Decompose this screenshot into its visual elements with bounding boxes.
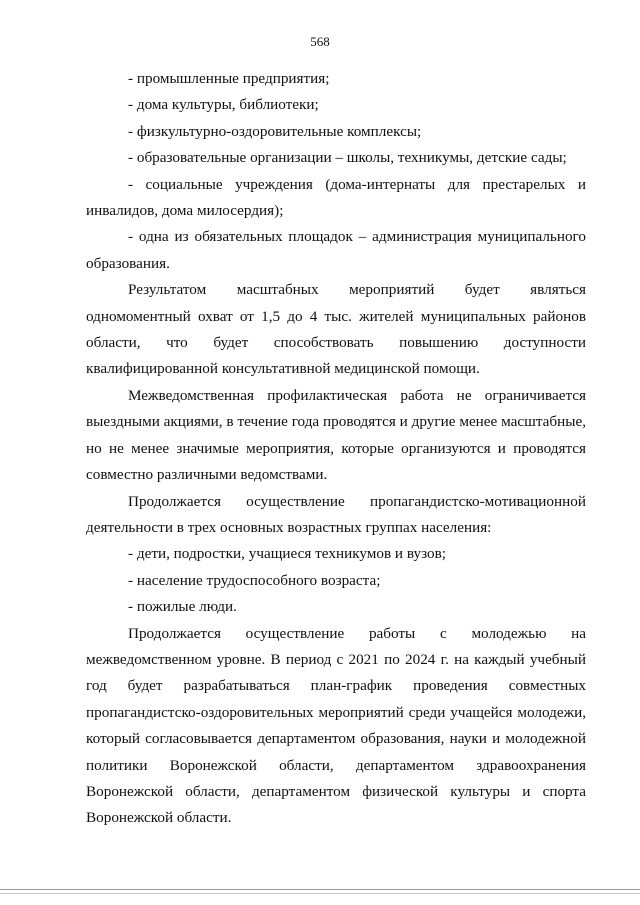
list-item-culture-houses-libraries: - дома культуры, библиотеки; [128,96,319,114]
scan-bottom-edge-line [0,889,640,890]
list-item-children-students: - дети, подростки, учащиеся техникумов и вузов; [128,545,446,563]
list-item-social-institutions: - социальные учреждения (дома-интернаты для престарелых и инвалидов, дома милосердия); [86,175,586,220]
list-item-elderly: - пожилые люди. [128,598,237,616]
page-body [86,66,586,832]
paragraph-propaganda-activity: Продолжается осуществление пропагандистско-мотивационной деятельности в трех основных возрастных группах населения: [86,492,586,536]
list-item-educational-organizations: - образовательные организации – школы, техникумы, детские сады; [128,149,567,167]
paragraph-interagency-work: Межведомственная профилактическая работа не ограничивается выездными акциями, в течение года проводятся и другие менее масштабные, но не менее значимые мероприятия, которые организуются и проводятся совместно различными ведомствами. [86,386,586,484]
list-item-working-age: - население трудоспособного возраста; [128,571,381,589]
scan-bottom-edge-line-secondary [0,893,640,894]
list-item-sports-complexes: - физкультурно-оздоровительные комплексы; [128,122,422,140]
page-number: 568 [310,34,330,49]
paragraph-youth-work: Продолжается осуществление работы с молодежью на межведомственном уровне. В период с 2021 по 2024 г. на каждый учебный год будет разрабатываться план-график проведения совместных пропагандистско-оздоровительных мероприятий среди учащейся молодежи, который согласовывается департаментом образования, науки и молодежной политики Воронежской области, департаментом здравоохранения Воронежской области, департаментом физической культуры и спорта Воронежской области. [86,624,586,827]
list-item-municipal-administration: - одна из обязательных площадок – администрация муниципального образования. [86,228,586,272]
paragraph-results: Результатом масштабных мероприятий будет являться одномоментный охват от 1,5 до 4 тыс. жителей муниципальных районов области, что будет способствовать повышению доступности квалифицированной консультативной медицинской помощи. [86,281,586,378]
list-item-industrial-enterprises: - промышленные предприятия; [128,70,330,87]
